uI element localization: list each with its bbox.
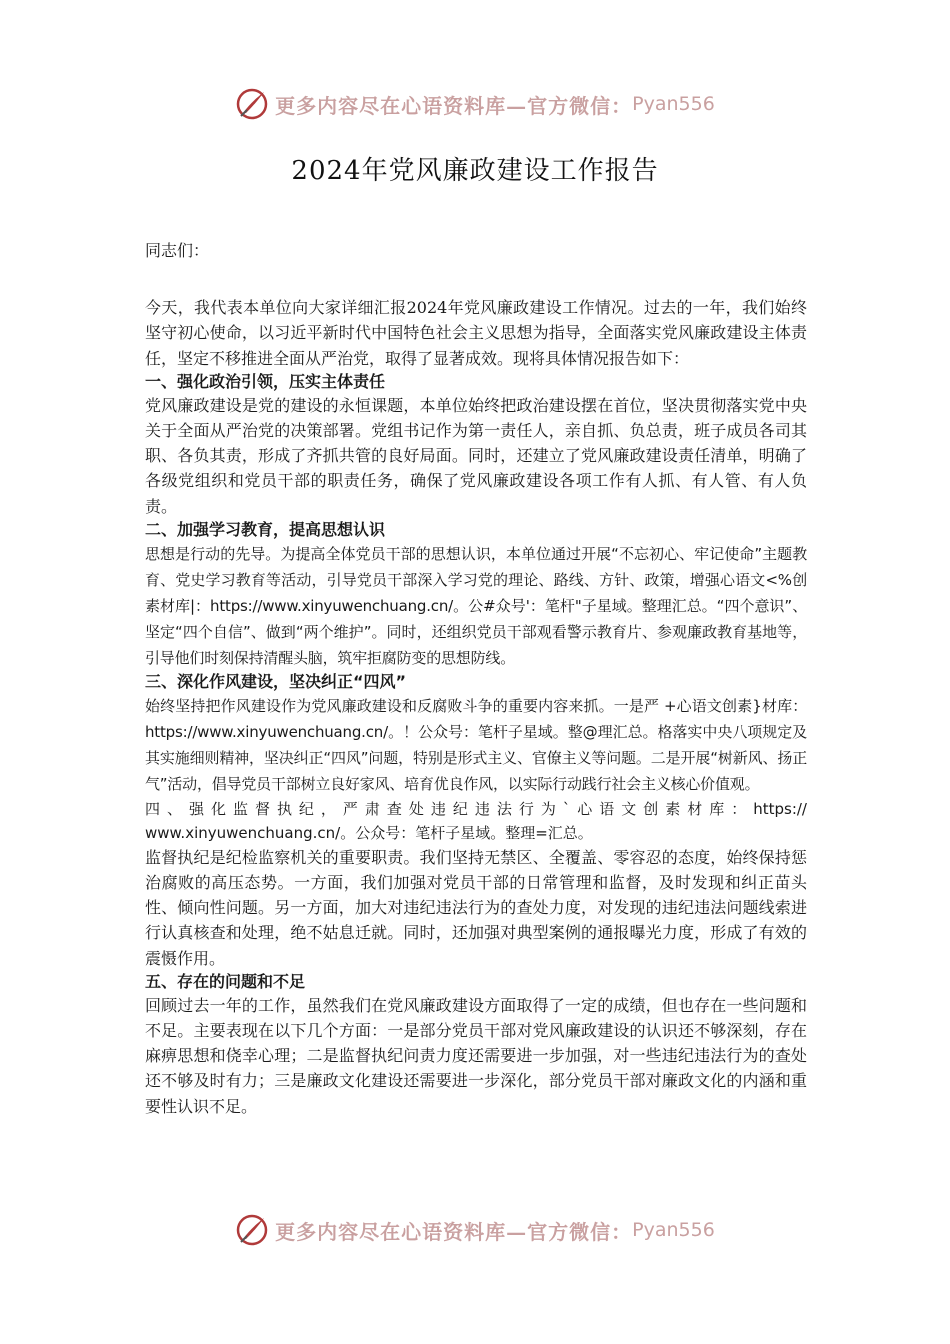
- document-body: [145, 238, 807, 1119]
- section-4-heading: 四、强化监督执纪，严肃查处违纪违法行为`心语文创素材库：https://: [145, 799, 807, 818]
- banner-contact: Pyan556: [632, 93, 715, 115]
- section-2-body: 思想是行动的先导。为提高全体党员干部的思想认识，本单位通过开展“不忘初心、牢记使命”主题教育、党史学习教育等活动，引导党员干部深入学习党的理论、路线、方针、政策，增强心语文<%创素材库|：https://www.xinyuwenchuang.cn/。公#众号'：笔杆"子星域。整理汇总。“四个意识”、坚定“四个自信”、做到“两个维护”。同时，还组织党员干部观看警示教育片、参观廉政教育基地等，引导他们时刻保持清醒头脑，筑牢拒腐防变的思想防线。: [145, 544, 807, 667]
- section-4-body: 监督执纪是纪检监察机关的重要职责。我们坚持无禁区、全覆盖、零容忍的态度，始终保持惩治腐败的高压态势。一方面，我们加强对党员干部的日常管理和监督，及时发现和纠正苗头性、倾向性问题。另一方面，加大对违纪违法行为的查处力度，对发现的违纪违法问题线索进行认真核查和处理，绝不姑息迁就。同时，还加强对典型案例的通报曝光力度，形成了有效的震慑作用。: [145, 847, 807, 968]
- section-3-body: 始终坚持把作风建设作为党风廉政建设和反腐败斗争的重要内容来抓。一是严 +心语文创素}材库：https://www.xinyuwenchuang.cn/。！公众号：笔杆子星域。整@理汇总。格落实中央八项规定及其实施细则精神，坚决纠正“四风”问题，特别是形式主义、官僚主义等问题。二是开展“树新风、扬正气”活动，倡导党员干部树立良好家风、培育优良作风，以实际行动践行社会主义核心价值观。: [145, 696, 807, 793]
- section-5-heading: 五、存在的问题和不足: [145, 971, 306, 991]
- banner-contact: Pyan556: [632, 1219, 715, 1241]
- section-5-body: 回顾过去一年的工作，虽然我们在党风廉政建设方面取得了一定的成绩，但也存在一些问题和不足。主要表现在以下几个方面：一是部分党员干部对党风廉政建设的认识还不够深刻，存在麻痹思想和侥幸心理；二是监督执纪问责力度还需要进一步加强，对一些违纪违法行为的查处还不够及时有力；三是廉政文化建设还需要进一步深化，部分党员干部对廉政文化的内涵和重要性认识不足。: [145, 995, 807, 1116]
- section-3-heading: 三、深化作风建设，坚决纠正“四风”: [145, 671, 407, 691]
- quill-logo-icon: [235, 87, 269, 121]
- section-1-heading: 一、强化政治引领，压实主体责任: [145, 371, 386, 391]
- intro-paragraph: 今天，我代表本单位向大家详细汇报2024年党风廉政建设工作情况。过去的一年，我们始终坚守初心使命，以习近平新时代中国特色社会主义思想为指导，全面落实党风廉政建设主体责任，坚定不移推进全面从严治党，取得了显著成效。现将具体情况报告如下：: [145, 298, 807, 368]
- greeting: 同志们：: [145, 241, 210, 260]
- quill-logo-icon: [235, 1213, 269, 1247]
- banner-text: 更多内容尽在心语资料库—官方微信：: [275, 1219, 633, 1244]
- section-2-heading: 二、加强学习教育，提高思想认识: [145, 519, 386, 539]
- document-title: 2024年党风廉政建设工作报告: [291, 156, 659, 186]
- footer-banner: [0, 1210, 950, 1250]
- banner-text: 更多内容尽在心语资料库—官方微信：: [275, 93, 633, 118]
- header-banner: [0, 84, 950, 124]
- section-1-body: 党风廉政建设是党的建设的永恒课题，本单位始终把政治建设摆在首位，坚决贯彻落实党中央关于全面从严治党的决策部署。党组书记作为第一责任人，亲自抓、负总责，班子成员各司其职、各负其责，形成了齐抓共管的良好局面。同时，还建立了党风廉政建设责任清单，明确了各级党组织和党员干部的职责任务，确保了党风廉政建设各项工作有人抓、有人管、有人负责。: [145, 395, 807, 516]
- section-4-heading-continued: www.xinyuwenchuang.cn/。公众号：笔杆子星域。整理=汇总。: [145, 823, 593, 842]
